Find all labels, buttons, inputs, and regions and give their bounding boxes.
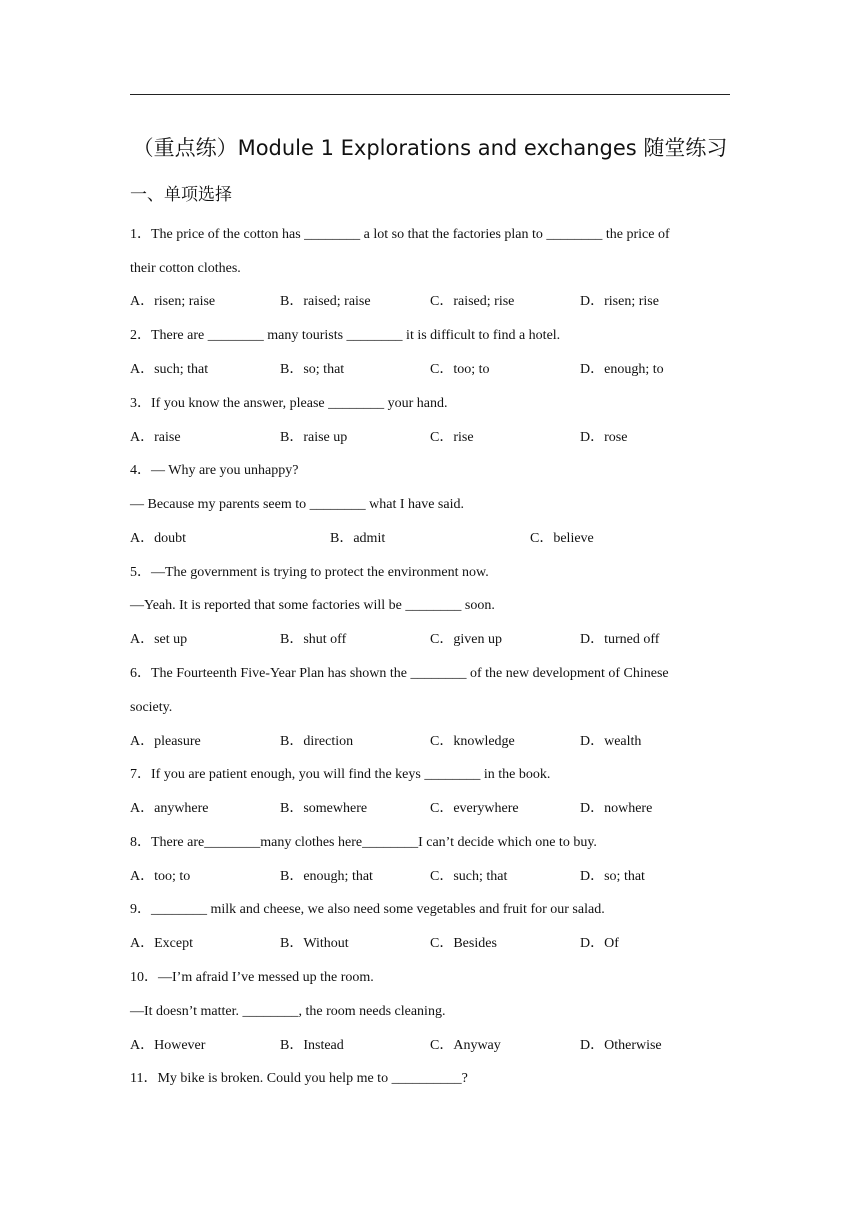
question-2-option-c[interactable]: C．too; to — [430, 362, 490, 377]
question-1-option-b[interactable]: B．raised; raise — [280, 294, 371, 309]
question-3-line-1: 3．If you know the answer, please ________ your hand. — [130, 396, 448, 411]
question-6-option-a[interactable]: A．pleasure — [130, 734, 201, 749]
question-8-option-d[interactable]: D．so; that — [580, 869, 645, 884]
question-6-line-2: society. — [130, 700, 173, 715]
question-1-option-d[interactable]: D．risen; rise — [580, 294, 659, 309]
question-3-option-c[interactable]: C．rise — [430, 430, 474, 445]
question-8-line-1: 8．There are________many clothes here________I can’t decide which one to buy. — [130, 835, 597, 850]
question-5-line-1: 5．—The government is trying to protect the environment now. — [130, 565, 489, 580]
question-4-option-a[interactable]: A．doubt — [130, 531, 186, 546]
question-4-line-2: — Because my parents seem to ________ what I have said. — [130, 497, 464, 512]
question-8-option-a[interactable]: A．too; to — [130, 869, 191, 884]
question-4-option-b[interactable]: B．admit — [330, 531, 386, 546]
question-5-option-a[interactable]: A．set up — [130, 632, 188, 647]
question-7-option-a[interactable]: A．anywhere — [130, 801, 209, 816]
question-3-option-b[interactable]: B．raise up — [280, 430, 348, 445]
question-11-line-1: 11．My bike is broken. Could you help me to __________? — [130, 1071, 468, 1086]
question-5-option-d[interactable]: D．turned off — [580, 632, 660, 647]
question-5-option-c[interactable]: C．given up — [430, 632, 502, 647]
question-2-option-d[interactable]: D．enough; to — [580, 362, 664, 377]
question-9-line-1: 9．________ milk and cheese, we also need some vegetables and fruit for our salad. — [130, 902, 605, 917]
question-10-line-1: 10．—I’m afraid I’ve messed up the room. — [130, 970, 374, 985]
question-7-option-c[interactable]: C．everywhere — [430, 801, 519, 816]
question-9-option-b[interactable]: B．Without — [280, 936, 349, 951]
header-rule — [130, 94, 730, 95]
question-2-option-a[interactable]: A．such; that — [130, 362, 209, 377]
question-2-line-1: 2．There are ________ many tourists ________ it is difficult to find a hotel. — [130, 328, 561, 343]
question-1-line-2: their cotton clothes. — [130, 261, 241, 276]
question-10-line-2: —It doesn’t matter. ________, the room needs cleaning. — [130, 1004, 446, 1019]
question-10-option-d[interactable]: D．Otherwise — [580, 1038, 662, 1053]
question-8-option-b[interactable]: B．enough; that — [280, 869, 373, 884]
question-6-option-d[interactable]: D．wealth — [580, 734, 642, 749]
question-1-option-c[interactable]: C．raised; rise — [430, 294, 515, 309]
question-7-line-1: 7．If you are patient enough, you will find the keys ________ in the book. — [130, 767, 551, 782]
section-heading: 一、单项选择 — [130, 185, 232, 205]
question-9-option-d[interactable]: D．Of — [580, 936, 619, 951]
question-10-option-b[interactable]: B．Instead — [280, 1038, 344, 1053]
question-9-option-a[interactable]: A．Except — [130, 936, 193, 951]
question-5-option-b[interactable]: B．shut off — [280, 632, 347, 647]
question-1-option-a[interactable]: A．risen; raise — [130, 294, 216, 309]
question-9-option-c[interactable]: C．Besides — [430, 936, 497, 951]
question-4-line-1: 4．— Why are you unhappy? — [130, 463, 299, 478]
question-8-option-c[interactable]: C．such; that — [430, 869, 508, 884]
question-10-option-a[interactable]: A．However — [130, 1038, 206, 1053]
page-title: （重点练）Module 1 Explorations and exchanges 随堂练习 — [132, 136, 728, 160]
question-6-option-c[interactable]: C．knowledge — [430, 734, 515, 749]
question-7-option-d[interactable]: D．nowhere — [580, 801, 653, 816]
question-5-line-2: —Yeah. It is reported that some factories will be ________ soon. — [130, 598, 495, 613]
question-10-option-c[interactable]: C．Anyway — [430, 1038, 501, 1053]
question-1-line-1: 1．The price of the cotton has ________ a lot so that the factories plan to ________ the price of — [130, 227, 670, 242]
question-6-line-1: 6．The Fourteenth Five-Year Plan has shown the ________ of the new development of Chinese — [130, 666, 669, 681]
question-4-option-c[interactable]: C．believe — [530, 531, 594, 546]
question-3-option-d[interactable]: D．rose — [580, 430, 628, 445]
question-7-option-b[interactable]: B．somewhere — [280, 801, 368, 816]
question-6-option-b[interactable]: B．direction — [280, 734, 354, 749]
question-3-option-a[interactable]: A．raise — [130, 430, 181, 445]
question-2-option-b[interactable]: B．so; that — [280, 362, 345, 377]
